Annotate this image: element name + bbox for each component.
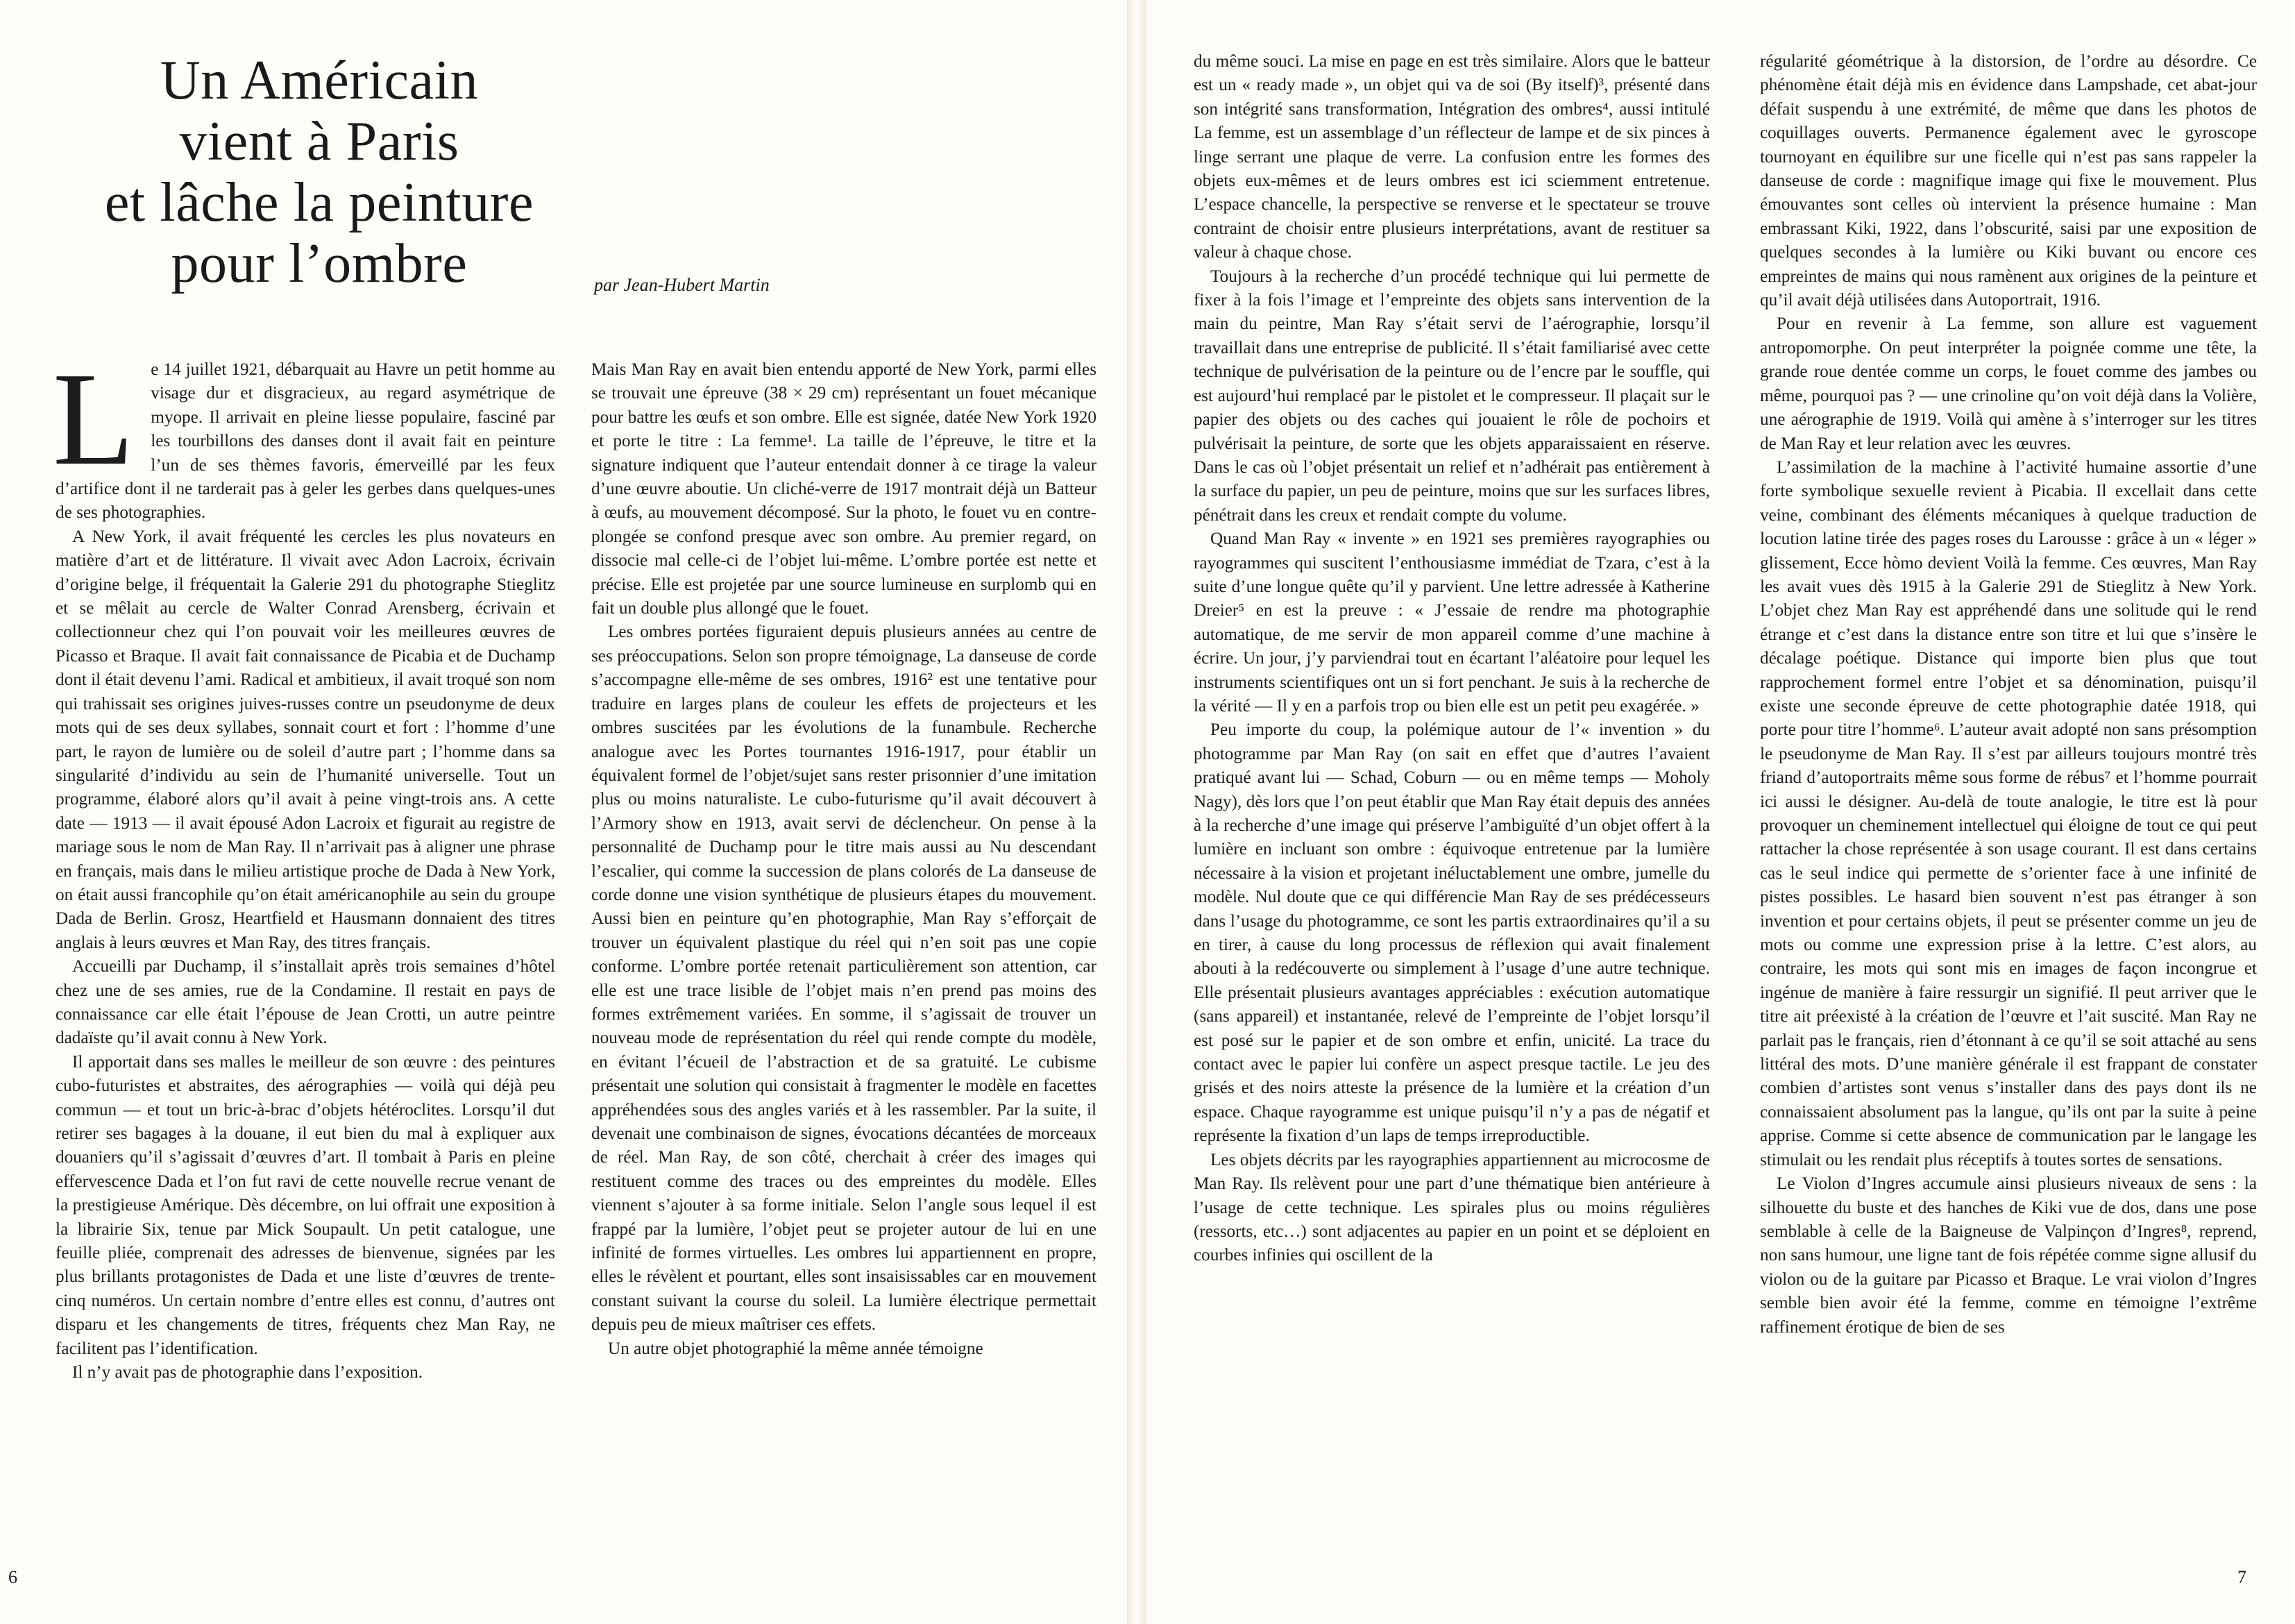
paragraph: Accueilli par Duchamp, il s’installait après trois semaines d’hôtel chez une de ses amies, rue de la Condamine. Il restait en pays de connaissance car elle était l’épouse de Jean Crotti, un autre peintre dadaïste qu’il avait connu à New York. xyxy=(56,957,555,1048)
paragraph: L’assimilation de la machine à l’activité humaine assortie d’une forte symbolique sexuelle revient à Picabia. Il excellait dans cette veine, combinant des éléments mécaniques à quelque traduction de locution latine tirée des pages roses du Larousse : grâce à un « léger » glissement, Ecce hòmo devient Voilà la femme. Ces œuvres, Man Ray les avait vues dès 1915 à la Galerie 291 de Stieglitz à New York. L’objet chez Man Ray est appréhendé dans une solitude qui le rend étrange et c’est dans la distance entre son titre et lui que s’insère le décalage poétique. Distance qui importe bien plus que tout rapprochement formel entre l’objet et sa dénomination, puisqu’il existe une seconde épreuve de cette photographie datée 1918, qui porte pour titre l’homme⁶. L’auteur avait adopté non sans présomption le pseudonyme de Man Ray. Il s’est par ailleurs toujours montré très friand d’autoportraits même sous forme de rébus⁷ et l’homme pourrait ici aussi le désigner. Au-delà de toute analogie, le titre est là pour provoquer un cheminement intellectuel qui éloigne de tout ce qui peut rattacher la chose représentée à son usage courant. Il est dans certains cas le seul indice qui permette de s’orienter face à une infinité de pistes possibles. Le hasard bien souvent n’est pas étranger à son invention et pour certains objets, il peut se présenter comme un jeu de mots ou comme une expression prise à la lettre. C’est alors, au contraire, les mots qui sont mis en images de façon incongrue et ingénue de manière à faire ressurgir un signifié. Il peut arriver que le titre ait préexisté à la création de l’œuvre et l’ait suscité. Man Ray ne parlait pas le français, rien d’étonnant à ce qu’il se soit attaché au sens littéral des mots. D’une manière générale il est frappant de constater combien d’artistes sont venus s’installer dans des pays dont ils ne connaissaient absolument pas la langue, qu’ils ont par la suite à peine apprise. Comme si cette absence de communication par le langage les stimulait ou les rendait plus réceptifs à toutes sortes de sensations. xyxy=(1760,457,2257,1169)
page-number-right: 7 xyxy=(2237,1567,2246,1587)
paragraph: Un autre objet photographié la même année témoigne xyxy=(608,1339,983,1358)
paragraph: Mais Man Ray en avait bien entendu apporté de New York, parmi elles se trouvait une épreuve (38 × 29 cm) représentant un fouet mécanique pour battre les œufs et son ombre. Elle est signée, datée New York 1920 et porte le titre : La femme¹. La taille de l’épreuve, le titre et la signature indiquent que l’auteur entendait donner à ce tirage la valeur d’une œuvre aboutie. Un cliché-verre de 1917 montrait déjà un Batteur à œufs, au mouvement décomposé. Sur la photo, le fouet vu en contre-plongée se confond presque avec son ombre. Au premier regard, on dissocie mal celle-ci de l’objet lui-même. L’ombre portée est nette et précise. Elle est projetée par une source lumineuse en surplomb qui en fait un double plus allongé que le fouet. xyxy=(591,360,1096,618)
title-line: vient à Paris xyxy=(179,111,459,172)
text-column-3 xyxy=(1194,50,1710,1549)
paragraph: Les ombres portées figuraient depuis plusieurs années au centre de ses préoccupations. Selon son propre témoignage, La danseuse de corde s’accompagne elle-même de ses ombres, 1916² est une tentative pour traduire en larges plans de couleur les effets de projecteurs et les ombres suscitées par les évolutions de la funambule. Recherche analogue avec les Portes tournantes 1916-1917, pour établir un équivalent formel de l’objet/sujet sans rester prisonnier d’une imitation plus ou moins naturaliste. Le cubo-futurisme qu’il avait découvert à l’Armory show en 1913, avait servi de déclencheur. On pense à la personnalité de Duchamp pour le titre mais aussi au Nu descendant l’escalier, qui comme la succession de plans colorés de La danseuse de corde donne une vision synthétique de plusieurs étapes du mouvement. Aussi bien en peinture qu’en photographie, Man Ray s’efforçait de trouver un équivalent plastique du réel qui n’en soit pas une copie conforme. L’ombre portée retenait particulièrement son attention, car elle est une trace lisible de l’objet mais n’en prend pas moins des formes extrêmement variées. En somme, il s’agissait de trouver un nouveau mode de représentation du réel qui rende compte du modèle, en évitant l’écueil de l’abstraction et de sa gratuité. Le cubisme présentait une solution qui consistait à fragmenter le modèle en facettes appréhendées sous des angles variés et à les rassembler. Par la suite, il devenait une combinaison de signes, évocations décantées de morceaux de réel. Man Ray, de son côté, cherchait à créer des images qui restituent comme des traces ou des empreintes du modèle. Elles viennent s’ajouter à sa forme initiale. Selon l’angle sous lequel il est frappé par la lumière, l’objet peut se projeter autour de lui en une infinité de formes virtuelles. Les ombres lui appartiennent en propre, elles le révèlent et pourtant, elles sont insaisissables car en mouvement constant suivant la course du soleil. La lumière électrique permettait depuis peu de mieux maîtriser ces effets. xyxy=(591,623,1096,1335)
title-line: Un Américain xyxy=(160,50,479,111)
paragraph: Il n’y avait pas de photographie dans l’exposition. xyxy=(72,1363,423,1382)
paragraph: Quand Man Ray « invente » en 1921 ses premières rayographies ou rayogrammes qui suscitent l’enthousiasme immédiat de Tzara, c’est à la suite d’une longue quête qu’il y parvient. Une lettre adressée à Katherine Dreier⁵ en est la preuve : « J’essaie de rendre ma photographie automatique, de me servir de mon appareil comme d’une machine à écrire. Un jour, j’y parviendrai tout en écartant l’aléatoire pour lequel les instruments scientifiques ont un si fort penchant. Je suis à la recherche de la vérité — Il y en a parfois trop ou bien elle est un petit peu exagérée. » xyxy=(1194,530,1710,716)
text-column-4 xyxy=(1760,50,2257,1549)
title-line: et lâche la peinture xyxy=(104,172,534,233)
paragraph: Peu importe du coup, la polémique autour de l’« invention » du photogramme par Man Ray (on sait en effet que d’autres l’avaient pratiqué avant lui — Schad, Coburn — ou en même temps — Moholy Nagy), dès lors que l’on peut établir que Man Ray était depuis des années à la recherche d’une image qui préserve l’ambiguïté d’un objet offert à la lumière en incluant son ombre : équivoque entretenue par la lumière nécessaire à la vision et projetant inéluctablement une ombre, jumelle du modèle. Nul doute que ce qui différencie Man Ray de ses prédécesseurs dans l’usage du photogramme, ce sont les partis extraordinaires qu’il a su en tirer, à cause du long processus de réflexion qui avait finalement abouti à la redécouverte ou simplement à l’usage d’une autre technique. Elle présentait plusieurs avantages appréciables : exécution automatique (sans appareil) et instantanée, relevé de l’empreinte de l’objet lorsqu’il est posé sur le papier et de son ombre et enfin, unicité. La trace du contact avec le papier lui confère un aspect presque tactile. Le jeu des grisés et des noirs atteste la présence de la lumière et la création d’un espace. Chaque rayogramme est unique puisqu’il n’y a pas de négatif et représente la fixation d’un laps de temps irreproductible. xyxy=(1194,720,1710,1146)
title-line: pour l’ombre xyxy=(171,233,468,294)
paragraph: régularité géométrique à la distorsion, de l’ordre au désordre. Ce phénomène était déjà mis en évidence dans Lampshade, cet abat-jour défait suspendu à une extrémité, de même que dans les photos de coquillages ouverts. Permanence également avec le gyroscope tournoyant en équilibre sur une ficelle qui n’est pas sans rappeler la danseuse de corde : magnifique image qui fixe le mouvement. Plus émouvantes sont celles où intervient la présence humaine : Man embrassant Kiki, 1922, dans l’obscurité, saisi par une exposition de quelques secondes à la lumière ou Kiki buvant ou encore ces empreintes de mains qui nous ramènent aux origines de la peinture et qu’il avait déjà utilisées dans Autoportrait, 1916. xyxy=(1760,52,2257,310)
drop-cap: L xyxy=(53,345,135,493)
paragraph: Toujours à la recherche d’un procédé technique qui lui permette de fixer à la fois l’image et l’empreinte des objets sans intervention de la main du peintre, Man Ray s’était servi de l’aérographie, lorsqu’il travaillait dans une entreprise de publicité. Il s’était familiarisé avec cette technique de pulvérisation de la peinture ou de l’encre par le souffle, qui est aujourd’hui remplacé par le pistolet et le compresseur. Il plaçait sur le papier des objets ou des caches qui jouaient le rôle de pochoirs et pulvérisait la peinture, de sorte que les objets apparaissaient en réserve. Dans le cas où l’objet présentait un relief et n’adhérait pas entièrement à la surface du papier, un peu de peinture, moins que sur les surfaces libres, pénétrait dans les creux et rendait compte du volume. xyxy=(1194,267,1710,525)
binding-gutter xyxy=(1127,0,1146,1624)
page-number-left: 6 xyxy=(8,1567,17,1587)
paragraph: Il apportait dans ses malles le meilleur de son œuvre : des peintures cubo-futuristes et abstraites, des aérographies — voilà qui déjà peu commun — et tout un bric-à-brac d’objets hétéroclites. Lorsqu’il dut retirer ses bagages à la douane, il eut bien du mal à expliquer aux douaniers qu’il s’agissait d’œuvres d’art. Il tombait à Paris en pleine effervescence Dada et l’on fut ravi de cette nouvelle recrue venant de la prestigieuse Amérique. Dès décembre, on lui offrait une exposition à la librairie Six, tenue par Mick Soupault. Un petit catalogue, une feuille pliée, comprenait des adresses de bienvenue, signées par les plus brillants protagonistes de Dada et une liste d’œuvres de trente-cinq numéros. Un certain nombre d’entre elles est connu, d’autres ont disparu et les changements de titres, fréquents chez Man Ray, ne facilitent pas l’identification. xyxy=(56,1052,555,1358)
paragraph: Pour en revenir à La femme, son allure est vaguement antropomorphe. On peut interpréter la poignée comme une tête, la grande roue dentée comme un corps, le fouet comme des jambes ou même, pourquoi pas ? — une crinoline qu’on voit déjà dans la Volière, une aérographie de 1919. Voilà qui amène à s’interroger sur les titres de Man Ray et leur relation avec les œuvres. xyxy=(1760,314,2257,453)
paragraph: Les objets décrits par les rayographies appartiennent au microcosme de Man Ray. Ils relèvent pour une part d’une thématique bien antérieure à l’usage de cette technique. Les spirales plus ou moins régulières (ressorts, etc…) sont adjacentes au papier en un point et se déploient en courbes infinies qui oscillent de la xyxy=(1194,1150,1710,1265)
byline: par Jean-Hubert Martin xyxy=(594,275,770,295)
paragraph: e 14 juillet 1921, débarquait au Havre un petit homme au visage dur et disgracieux, au regard asymétrique de myope. Il arrivait en pleine liesse populaire, fasciné par les tourbillons des danses dont il avait fait en peinture l’un de ses thèmes favoris, émerveillé par les feux d’artifice dont il ne tarderait pas à geler les gerbes dans quelques-unes de ses photographies. xyxy=(56,360,555,523)
paragraph: Le Violon d’Ingres accumule ainsi plusieurs niveaux de sens : la silhouette du buste et des hanches de Kiki vue de dos, dans une pose semblable à celle de la Baigneuse de Valpinçon d’Ingres⁸, reprend, non sans humour, une ligne tant de fois répétée comme signe allusif du violon ou de la guitare par Picasso et Braque. Le vrai violon d’Ingres semble bien avoir été la femme, comme en témoigne l’extrême raffinement érotique de bien de ses xyxy=(1760,1174,2257,1337)
paragraph: A New York, il avait fréquenté les cercles les plus novateurs en matière d’art et de littérature. Il vivait avec Adon Lacroix, écrivain d’origine belge, il fréquentait la Galerie 291 du photographe Stieglitz et se mêlait au cercle de Walter Conrad Arensberg, écrivain et collectionneur chez qui l’on pouvait voir les meilleures œuvres de Picasso et Braque. Il avait fait connaissance de Picabia et de Duchamp dont il était devenu l’ami. Radical et ambitieux, il avait troqué son nom qui trahissait ses origines juives-russes contre un pseudonyme de deux mots qui de ses deux syllabes, sonnait court et fort : l’homme d’une part, le rayon de lumière ou de soleil d’autre part ; l’homme dans sa singularité d’individu au sein de l’humanité universelle. Tout un programme, élaboré alors qu’il avait à peine vingt-trois ans. A cette date — 1913 — il avait épousé Adon Lacroix et figurait au registre de mariage sous le nom de Man Ray. Il n’arrivait pas à aligner une phrase en français, mais dans le milieu artistique proche de Dada à New York, on était aussi francophile qu’on était américanophile au sein du groupe Dada de Berlin. Grosz, Heartfield et Hausmann donnaient des titres anglais à leurs œuvres et Man Ray, des titres français. xyxy=(56,527,555,952)
paragraph: du même souci. La mise en page en est très similaire. Alors que le batteur est un « ready made », un objet qui va de soi (By itself)³, présenté dans son intégrité sans transformation, Intégration des ombres⁴, aussi intitulé La femme, est un assemblage d’un réflecteur de lampe et de six pinces à linge serrant une plaque de verre. La confusion entre les formes des objets eux-mêmes et de leurs ombres est ici sciemment entretenue. L’espace chancelle, la perspective se renverse et le spectateur se trouve contraint de choisir entre plusieurs interprétations, avant de restituer sa valeur à chaque chose. xyxy=(1194,52,1710,262)
text-column-2 xyxy=(591,358,1096,1607)
article-title xyxy=(56,50,583,294)
text-column-1 xyxy=(53,345,555,1607)
